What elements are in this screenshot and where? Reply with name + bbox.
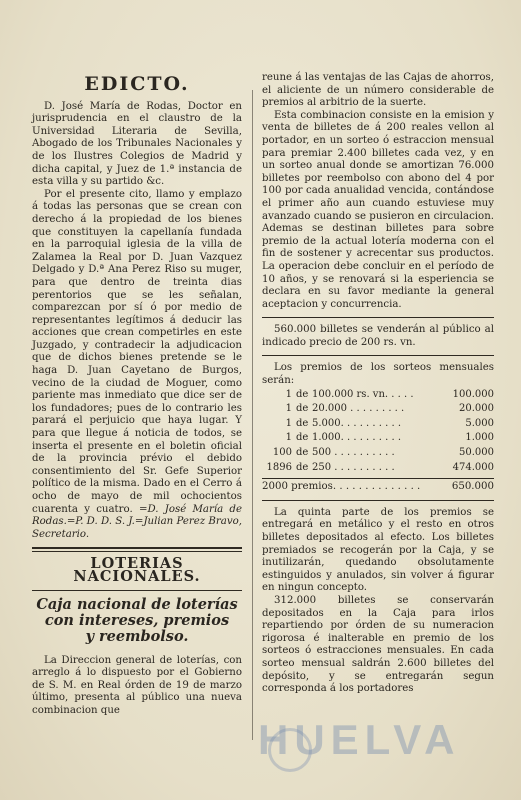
prize-total-value: 650.000: [451, 481, 494, 493]
prize-de: de: [296, 447, 309, 459]
prize-de: de: [296, 388, 309, 400]
edicto-paragraph-2: [32, 189, 242, 542]
prize-de: de: [296, 417, 309, 429]
prize-total: 20.000: [459, 403, 494, 415]
right-paragraph-1: reune á las ventajas de las Cajas de ahorros, el aliciente de un número considerable de premios al arbitrio de la suerte.: [262, 72, 494, 109]
subtitle-line-1: Caja nacional de loterías: [36, 595, 238, 613]
prize-amount: 20.000 . . . . . . . . .: [312, 403, 405, 415]
prize-qty: 1: [285, 432, 292, 444]
prize-table: [262, 388, 494, 476]
prize-total: 100.000: [452, 388, 494, 400]
prize-total: 50.000: [459, 447, 494, 459]
prize-qty: 1: [285, 403, 292, 415]
right-divider-2: [262, 355, 494, 356]
prize-amount: 500 . . . . . . . . . .: [312, 447, 395, 459]
section-divider: [32, 590, 242, 591]
subtitle-line-3: y reembolso.: [85, 627, 189, 645]
prize-de: de: [296, 403, 309, 415]
section-divider-thick: [32, 547, 242, 549]
prize-amount: 100.000 rs. vn. . . . .: [312, 388, 414, 400]
prize-total-label: 2000 premios. . . . . . . . . . . . . .: [262, 481, 421, 493]
prize-qty: 1896: [266, 461, 292, 473]
right-column: [262, 72, 494, 696]
prize-de: de: [296, 461, 309, 473]
caja-nacional-subtitle: [32, 597, 242, 645]
prize-total: 474.000: [452, 461, 494, 473]
prize-row: [262, 388, 494, 403]
prize-total: 1.000: [465, 432, 494, 444]
prize-qty: 100: [272, 447, 292, 459]
column-divider: [252, 90, 253, 740]
subtitle-line-2: con intereses, premios: [44, 611, 230, 629]
prize-table-header: Los premios de los sorteos mensuales serán:: [262, 362, 494, 387]
right-paragraph-3: 560.000 billetes se venderán al público al indicado precio de 200 rs. vn.: [262, 324, 494, 348]
edicto-body: Por el presente cito, llamo y emplazo á todas las personas que se crean con derecho á la propiedad de los bienes que constituyen la capellanía fundada en la parroquial iglesia de la villa de Zalamea la Real por D. Juan Vazquez Delgado y D.ª Ana Perez Riso su muger, para que dentro de treinta dias perentorios que se les señalan, comparezcan por sí ó por medio de representantes legítimos á deducir las acciones que crean competirles en este Juzgado, y contradecir la adjudicacion que de dichos bienes pretende se le haga D. Juan Cayetano de Burgos, vecino de la ciudad de Moguer, como pariente mas inmediato que dice ser de los fundadores; pues de lo contrario les parará el perjuicio que haya lugar. Y para que llegue á noticia de todos, se inserta el presente en el boletin oficial de la provincia prévio el debido consentimiento del Sr. Gefe Superior político de la misma. Dado en el Cerro á ocho de mayo de mil ochocientos cuarenta y cuatro.: [32, 188, 242, 515]
left-column: [32, 72, 242, 718]
prize-row: [262, 402, 494, 417]
section-divider-thin: [32, 551, 242, 552]
prize-amount: 250 . . . . . . . . . .: [312, 461, 395, 473]
right-paragraph-4: La quinta parte de los premios se entregará en metálico y el resto en otros billetes depositados al efecto. Los billetes premiados se recogerán por la Caja, y se inutilizarán, quedando obsolutamente estinguidos y anulados, sin volver á figurar en ningun concepto.: [262, 506, 494, 594]
prize-row: [262, 461, 494, 476]
right-divider-3: [262, 500, 494, 501]
right-paragraph-5: 312.000 billetes se conservarán depositados en la Caja para irlos repartiendo por órden de su numeracion rigorosa é inalterable en premio de los sorteos ó estracciones mensuales. En cada sorteo mensual saldrán 2.600 billetes del depósito, y se entregarán segun corresponda á los portadores: [262, 594, 494, 695]
bleed-through-text: [30, 18, 511, 68]
edicto-title: EDICTO.: [84, 73, 190, 95]
prize-row: [262, 446, 494, 461]
right-divider-1: [262, 317, 494, 318]
prize-row: [262, 417, 494, 432]
right-paragraph-2: Esta combinacion consiste en la emision y venta de billetes de á 200 reales vellon al portador, en un sorteo ó estraccion mensual para premiar 2.400 billetes cada vez, y en un sorteo anual donde se amortizan 76.000 billetes por reembolso con abono del 4 por 100 por cada anualidad vencida, contándose el primer año aun cuando estuviese muy avanzado cuando se pusieron en circulacion. Ademas se destinan billetes para sobre premio de la actual lotería moderna con el fin de sostener y acrecentar sus productos. La operacion debe concluir en el período de 10 años, y se renovará si la esperiencia se declara en su favor mediante la general aceptacion y concurrencia.: [262, 109, 494, 310]
edicto-paragraph-1: D. José María de Rodas, Doctor en jurisprudencia en el claustro de la Universidad Literaria de Sevilla, Abogado de los Tribunales Nacionales y de los Ilustres Colegios de Madrid y dicha capital, y Juez de 1.ª instancia de esta villa y su partido &c.: [32, 100, 242, 188]
prize-de: de: [296, 432, 309, 444]
prize-qty: 1: [285, 417, 292, 429]
prize-qty: 1: [285, 388, 292, 400]
prize-total-row: [262, 478, 494, 494]
loterias-section-title: LOTERIAS NACIONALES.: [73, 555, 201, 585]
prize-row: [262, 431, 494, 446]
prize-amount: 5.000. . . . . . . . . .: [312, 417, 402, 429]
edicto-signature: =D. José María de Rodas.=P. D. D. S. J.=Julian Perez Bravo, Secretario.: [32, 503, 242, 540]
loterias-paragraph-1: La Direccion general de loterías, con arreglo á lo dispuesto por el Gobierno de S. M. en Real órden de 19 de marzo último, presenta al público una nueva combinacion que: [32, 654, 242, 716]
huelva-watermark: HUELVA: [258, 716, 461, 763]
prize-total: 5.000: [465, 417, 494, 429]
prize-amount: 1.000. . . . . . . . . .: [312, 432, 402, 444]
